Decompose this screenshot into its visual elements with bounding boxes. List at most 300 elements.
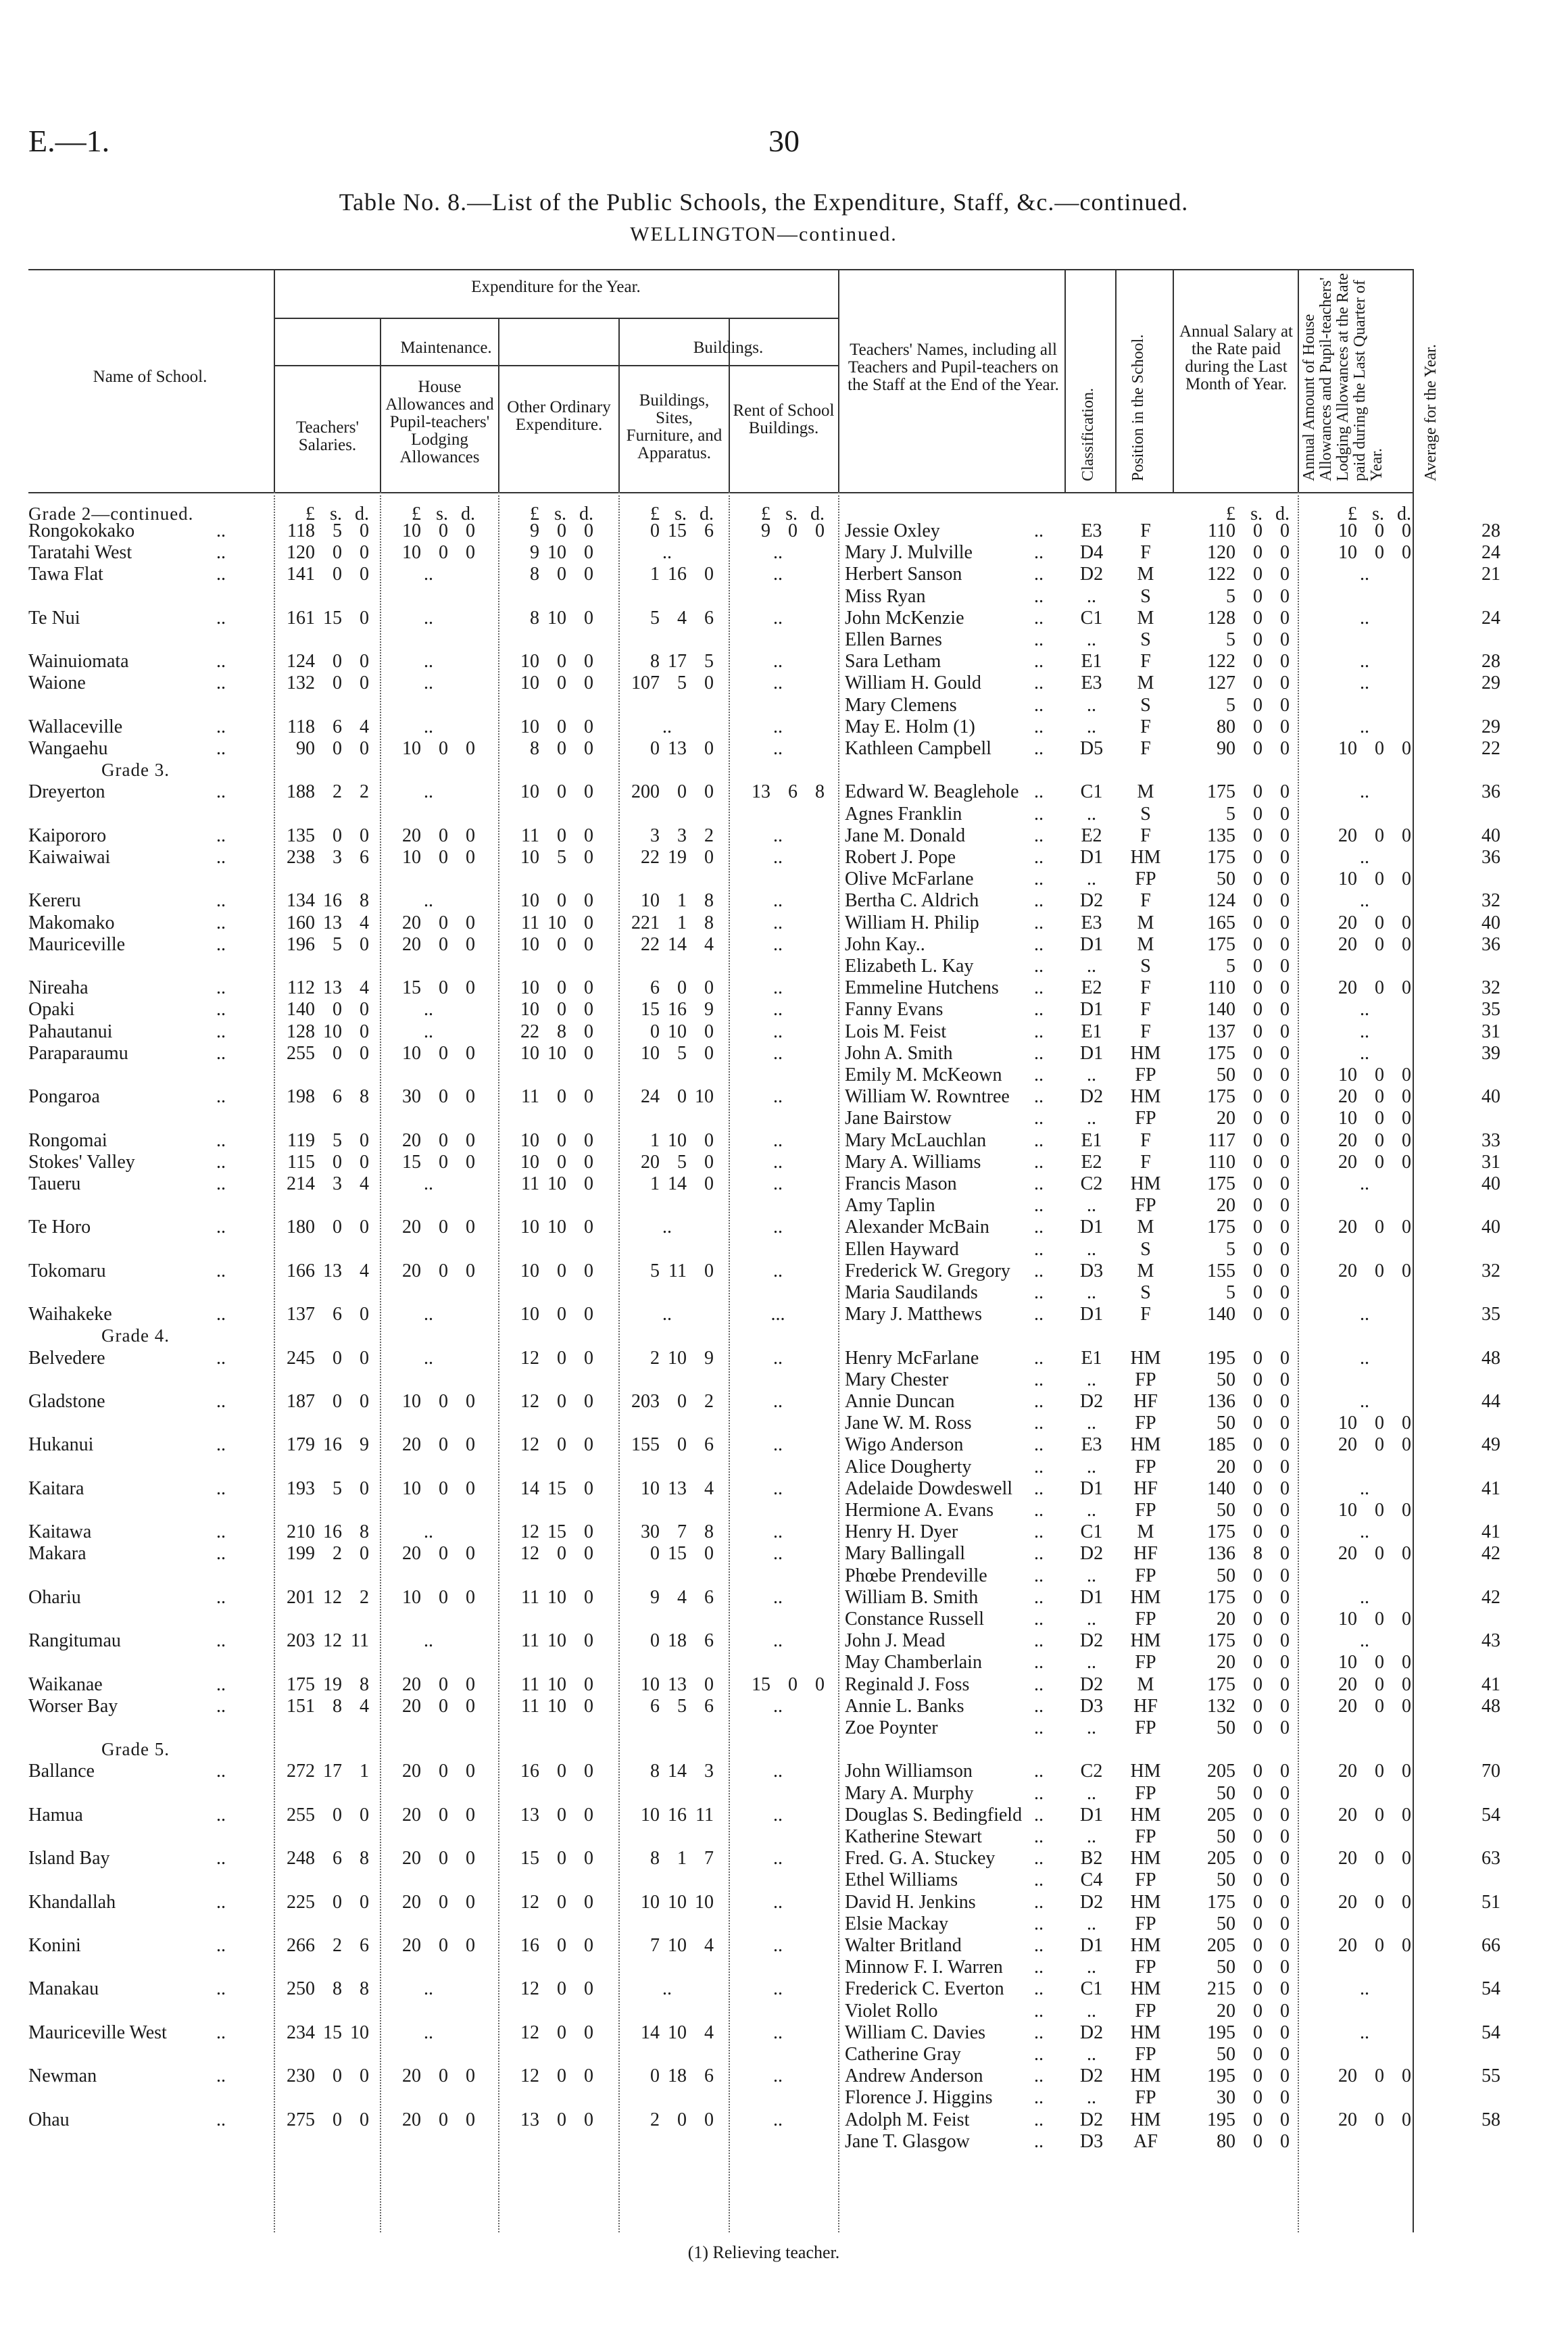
teacher-position: FP [1135,1717,1156,1738]
teacher-annual-allowance: 20 0 0 [1338,1151,1411,1173]
school-rent: .. [773,1129,783,1151]
teacher-annual-salary: 20 0 0 [1217,1652,1290,1673]
leader-dots: .. [1034,1456,1044,1477]
teacher-name: Violet Rollo [845,2000,938,2022]
leader-dots: .. [1034,738,1044,759]
other-expenditure: 11 10 0 [521,912,593,933]
teacher-annual-salary: 5 0 0 [1226,585,1290,607]
teacher-position: S [1140,1282,1151,1303]
teacher-position: FP [1135,1826,1156,1847]
teacher-position: S [1140,803,1151,825]
house-allowances: 20 0 0 [402,933,475,955]
average-attendance: 44 [1481,1391,1500,1412]
leader-dots: .. [1034,1477,1044,1499]
teacher-name: Mary McLauchlan [845,1129,987,1151]
teacher-annual-salary: 117 0 0 [1208,1129,1290,1151]
other-expenditure: 16 0 0 [520,1935,593,1956]
teacher-classification: .. [1087,2044,1096,2065]
teacher-classification: .. [1087,1782,1096,1804]
buildings-sites: 0 15 0 [650,1543,714,1565]
school-rent: .. [773,1086,783,1108]
buildings-sites: 0 18 6 [650,1630,714,1652]
average-attendance: 28 [1481,651,1500,672]
teacher-position: M [1137,781,1154,803]
average-attendance: 36 [1481,847,1500,868]
teacher-annual-allowance: .. [1360,607,1369,629]
col-position-header: Position in the School. [1129,334,1147,481]
house-allowances: .. [424,716,433,737]
leader-dots: .. [1034,1869,1044,1891]
buildings-sites: 22 19 0 [641,847,714,868]
teacher-classification: .. [1087,716,1096,737]
teacher-name: May E. Holm (1) [845,716,975,737]
teacher-name: Bertha C. Aldrich [845,890,979,912]
leader-dots: .. [216,607,226,629]
leader-dots: .. [1034,520,1044,541]
house-allowances: .. [424,564,433,585]
teacher-salaries: 193 5 0 [287,1477,369,1499]
leader-dots: .. [216,1021,226,1042]
teacher-position: HM [1130,1173,1161,1194]
teacher-classification: .. [1087,1913,1096,1934]
teacher-position: FP [1135,868,1156,890]
other-expenditure: 15 0 0 [520,1848,593,1869]
teacher-position: HM [1130,1630,1161,1652]
teacher-annual-allowance: .. [1360,847,1369,868]
teacher-annual-salary: 30 0 0 [1217,2087,1290,2109]
leader-dots: .. [1034,1217,1044,1238]
teacher-annual-salary: 5 0 0 [1226,1282,1290,1303]
teacher-position: FP [1135,2000,1156,2022]
teacher-annual-allowance: .. [1360,1347,1369,1369]
other-expenditure: 11 10 0 [521,1695,593,1717]
teacher-salaries: 180 0 0 [287,1217,369,1238]
teacher-annual-allowance: .. [1360,1042,1369,1064]
leader-dots: .. [216,520,226,541]
teacher-salaries: 255 0 0 [287,1042,369,1064]
leader-dots: .. [1034,1782,1044,1804]
teacher-name: Alexander McBain [845,1217,989,1238]
teacher-salaries: 132 0 0 [287,672,369,694]
teacher-position: S [1140,585,1151,607]
teacher-position: F [1140,542,1151,564]
col-average-header: Average for the Year. [1422,344,1440,481]
teacher-classification: E1 [1081,1129,1102,1151]
rule-body-col [618,492,620,2232]
school-rent: .. [773,1630,783,1652]
leader-dots: .. [1034,1434,1044,1456]
school-name: Gladstone [28,1391,105,1412]
house-allowances: 20 0 0 [402,1695,475,1717]
other-expenditure: 10 10 0 [520,1217,593,1238]
teacher-annual-salary: 136 0 0 [1207,1391,1290,1412]
school-rent: .. [773,716,783,737]
grade-heading: Grade 5. [101,1739,170,1760]
other-expenditure: 8 10 0 [530,607,593,629]
school-rent: .. [773,1543,783,1565]
teacher-name: William H. Philip [845,912,979,933]
teacher-position: M [1137,1673,1154,1695]
other-expenditure: 22 8 0 [520,1021,593,1042]
leader-dots: .. [1034,890,1044,912]
house-allowances: .. [424,781,433,803]
teacher-annual-salary: 175 0 0 [1207,1173,1290,1194]
teacher-classification: .. [1087,1456,1096,1477]
school-rent: 13 6 8 [752,781,825,803]
buildings-sites: 5 4 6 [650,607,714,629]
leader-dots: .. [216,1848,226,1869]
teacher-salaries: 225 0 0 [287,1891,369,1913]
teacher-annual-allowance: 20 0 0 [1338,1761,1411,1782]
teacher-annual-allowance: .. [1360,651,1369,672]
teacher-position: M [1137,912,1154,933]
school-name: Makomako [28,912,115,933]
teacher-position: AF [1133,2130,1158,2152]
teacher-classification: D1 [1079,999,1104,1021]
house-allowances: .. [424,651,433,672]
teacher-name: Frederick W. Gregory [845,1260,1010,1281]
leader-dots: .. [216,1042,226,1064]
units-row: £ s. d. [530,504,593,524]
school-name: Taueru [28,1173,81,1194]
teacher-name: John Williamson [845,1761,973,1782]
average-attendance: 49 [1481,1434,1500,1456]
teacher-annual-allowance: 20 0 0 [1338,1217,1411,1238]
leader-dots: .. [1034,1935,1044,1956]
average-attendance: 40 [1481,1173,1500,1194]
teacher-annual-allowance: 20 0 0 [1338,1434,1411,1456]
teacher-annual-salary: 175 0 0 [1207,933,1290,955]
school-rent: .. [773,1935,783,1956]
teacher-annual-salary: 50 0 0 [1217,1913,1290,1934]
teacher-position: HM [1130,1848,1161,1869]
rule-col [1115,269,1117,492]
house-allowances: 10 0 0 [402,1477,475,1499]
rule-exp [274,318,838,319]
rule-col [1298,269,1299,492]
teacher-name: Constance Russell [845,1609,985,1630]
teacher-position: FP [1135,1500,1156,1521]
teacher-classification: D2 [1079,1391,1104,1412]
teacher-annual-allowance: 10 0 0 [1338,1413,1411,1434]
col-salary-header: Annual Salary at the Rate paid during the Last Month of Year. [1179,322,1293,393]
leader-dots: .. [216,933,226,955]
teacher-classification: D1 [1079,1042,1104,1064]
teacher-annual-allowance: 20 0 0 [1338,1891,1411,1913]
house-allowances: 10 0 0 [402,1586,475,1608]
teacher-name: Alice Dougherty [845,1456,972,1477]
leader-dots: .. [216,1891,226,1913]
teacher-annual-allowance: .. [1360,564,1369,585]
average-attendance: 51 [1481,1891,1500,1913]
school-rent: .. [773,1151,783,1173]
school-name: Waihakeke [28,1304,112,1325]
teacher-name: May Chamberlain [845,1652,982,1673]
teacher-name: John J. Mead [845,1630,946,1652]
leader-dots: .. [1034,694,1044,716]
teacher-annual-salary: 205 0 0 [1207,1804,1290,1826]
page-number: 30 [768,124,800,158]
leader-dots: .. [216,847,226,868]
school-rent: .. [773,1260,783,1281]
teacher-annual-allowance: .. [1360,1978,1369,2000]
teacher-salaries: 141 0 0 [287,564,369,585]
leader-dots: .. [1034,1543,1044,1565]
average-attendance: 31 [1481,1151,1500,1173]
teacher-annual-salary: 175 0 0 [1207,1673,1290,1695]
teacher-annual-salary: 5 0 0 [1226,694,1290,716]
teacher-annual-salary: 122 0 0 [1207,564,1290,585]
school-name: Ohariu [28,1586,81,1608]
teacher-annual-allowance: .. [1360,672,1369,694]
leader-dots: .. [216,1304,226,1325]
leader-dots: .. [216,1434,226,1456]
leader-dots: .. [216,1630,226,1652]
leader-dots: .. [216,1521,226,1543]
teacher-name: Ellen Hayward [845,1238,959,1260]
average-attendance: 40 [1481,1217,1500,1238]
leader-dots: .. [1034,2000,1044,2022]
teacher-salaries: 134 16 8 [287,890,369,912]
teacher-annual-allowance: 20 0 0 [1338,1935,1411,1956]
teacher-classification: .. [1087,1282,1096,1303]
school-name: Tokomaru [28,1260,106,1281]
leader-dots: .. [216,1260,226,1281]
teacher-name: David H. Jenkins [845,1891,976,1913]
school-name: Makara [28,1543,87,1565]
teacher-salaries: 179 16 9 [287,1434,369,1456]
teacher-classification: .. [1087,585,1096,607]
buildings-sites: 107 5 0 [631,672,714,694]
average-attendance: 22 [1481,738,1500,759]
house-allowances: 20 0 0 [402,1260,475,1281]
average-attendance: 35 [1481,999,1500,1021]
school-name: Newman [28,2065,97,2087]
buildings-sites: 5 11 0 [650,1260,714,1281]
teacher-annual-salary: 175 0 0 [1207,781,1290,803]
teacher-classification: E2 [1081,1151,1102,1173]
other-expenditure: 10 0 0 [520,977,593,999]
other-expenditure: 12 0 0 [520,1543,593,1565]
teacher-annual-allowance: 10 0 0 [1338,520,1411,541]
buildings-sites: 6 0 0 [650,977,714,999]
school-name: Wainuiomata [28,651,129,672]
teacher-annual-salary: 195 0 0 [1207,2109,1290,2130]
rule-col [1064,269,1066,492]
other-expenditure: 12 0 0 [520,1978,593,2000]
teacher-classification: E3 [1081,672,1102,694]
teacher-classification: .. [1087,1609,1096,1630]
school-name: Pahautanui [28,1021,113,1042]
house-allowances: 10 0 0 [402,1391,475,1412]
col-buildings-header: Buildings. [693,339,764,357]
school-rent: .. [773,999,783,1021]
teacher-name: Katherine Stewart [845,1826,982,1847]
leader-dots: .. [1034,825,1044,846]
teacher-classification: .. [1087,1108,1096,1129]
leader-dots: .. [1034,1086,1044,1108]
school-name: Konini [28,1935,81,1956]
teacher-annual-salary: 50 0 0 [1217,1717,1290,1738]
leader-dots: .. [1034,999,1044,1021]
school-name: Mauriceville West [28,2022,167,2043]
teacher-position: HM [1130,1804,1161,1826]
school-rent: .. [773,738,783,759]
col-sites-header: Buildings, Sites, Furniture, and Apparatus. [626,391,722,462]
school-name: Kereru [28,890,81,912]
average-attendance: 40 [1481,912,1500,933]
teacher-classification: D3 [1079,1695,1104,1717]
leader-dots: .. [1034,1238,1044,1260]
teacher-annual-allowance: 10 0 0 [1338,1064,1411,1085]
other-expenditure: 11 0 0 [521,1086,593,1108]
other-expenditure: 10 0 0 [520,781,593,803]
leader-dots: .. [216,738,226,759]
teacher-name: Elsie Mackay [845,1913,949,1934]
leader-dots: .. [1034,1891,1044,1913]
school-rent: .. [773,1391,783,1412]
other-expenditure: 10 0 0 [520,672,593,694]
teacher-annual-salary: 127 0 0 [1207,672,1290,694]
rule-col [498,365,499,492]
teacher-name: Francis Mason [845,1173,957,1194]
col-allowances-header: House Allowances and Pupil-teachers' Lodging Allowances [385,378,494,466]
school-name: Dreyerton [28,781,105,803]
teacher-salaries: 118 5 0 [287,520,369,541]
teacher-annual-salary: 140 0 0 [1207,999,1290,1021]
teacher-salaries: 266 2 6 [287,1935,369,1956]
teacher-annual-salary: 50 0 0 [1217,1957,1290,1978]
house-allowances: 20 0 0 [402,1935,475,1956]
school-rent: .. [773,651,783,672]
leader-dots: .. [216,1477,226,1499]
teacher-position: F [1140,825,1151,846]
leader-dots: .. [1034,1761,1044,1782]
leader-dots: .. [1034,1282,1044,1303]
other-expenditure: 12 0 0 [520,1347,593,1369]
leader-dots: .. [1034,1413,1044,1434]
teacher-name: John Kay.. [845,933,925,955]
teacher-annual-allowance: 20 0 0 [1338,1673,1411,1695]
teacher-annual-allowance: 10 0 0 [1338,1500,1411,1521]
teacher-annual-salary: 50 0 0 [1217,1826,1290,1847]
school-name: Kaipororo [28,825,107,846]
buildings-sites: 155 0 6 [631,1434,714,1456]
leader-dots: .. [1034,1369,1044,1390]
teacher-classification: C1 [1080,781,1103,803]
teacher-name: Jane T. Glasgow [845,2130,970,2152]
rule-body-col [729,492,730,2232]
average-attendance: 41 [1481,1673,1500,1695]
school-rent: .. [773,912,783,933]
teacher-position: S [1140,1238,1151,1260]
teacher-classification: .. [1087,1565,1096,1586]
buildings-sites: 2 10 9 [650,1347,714,1369]
teacher-position: FP [1135,1609,1156,1630]
rule-body-col [380,492,381,2232]
buildings-sites: 22 14 4 [641,933,714,955]
teacher-annual-salary: 122 0 0 [1207,651,1290,672]
rule-body-col [838,492,839,2232]
teacher-classification: D1 [1079,1477,1104,1499]
teacher-position: F [1140,716,1151,737]
teacher-annual-salary: 50 0 0 [1217,1369,1290,1390]
school-name: Taratahi West [28,542,132,564]
other-expenditure: 14 15 0 [520,1477,593,1499]
leader-dots: .. [1034,1826,1044,1847]
teacher-salaries: 250 8 8 [287,1978,369,2000]
other-expenditure: 10 0 0 [520,1260,593,1281]
school-name: Tawa Flat [28,564,103,585]
teacher-position: FP [1135,1957,1156,1978]
house-allowances: 15 0 0 [402,1151,475,1173]
buildings-sites: .. [662,542,672,564]
school-rent: .. [773,564,783,585]
teacher-position: HM [1130,1434,1161,1456]
teacher-annual-salary: 20 0 0 [1217,1609,1290,1630]
teacher-classification: E1 [1081,651,1102,672]
teacher-position: M [1137,564,1154,585]
average-attendance: 21 [1481,564,1500,585]
other-expenditure: 10 0 0 [520,1129,593,1151]
units-row: £ s. d. [1348,504,1411,524]
teacher-classification: D1 [1079,1217,1104,1238]
rule-col [1173,269,1174,492]
buildings-sites: 6 5 6 [650,1695,714,1717]
other-expenditure: 8 0 0 [530,564,593,585]
teacher-position: HM [1130,1086,1161,1108]
house-allowances: 20 0 0 [402,1761,475,1782]
teacher-annual-salary: 175 0 0 [1207,1630,1290,1652]
teacher-position: FP [1135,1913,1156,1934]
teacher-annual-allowance: 20 0 0 [1338,1543,1411,1565]
leader-dots: .. [1034,781,1044,803]
teacher-annual-salary: 205 0 0 [1207,1935,1290,1956]
rule-body-col [498,492,499,2232]
col-name-header: Name of School. [93,368,207,386]
teacher-name: Lois M. Feist [845,1021,947,1042]
average-attendance: 32 [1481,977,1500,999]
leader-dots: .. [1034,1652,1044,1673]
other-expenditure: 12 0 0 [520,2065,593,2087]
school-name: Ballance [28,1761,95,1782]
teacher-position: F [1140,520,1151,541]
teacher-annual-salary: 195 0 0 [1207,2065,1290,2087]
teacher-position: FP [1135,1869,1156,1891]
school-name: Rongokokako [28,520,135,541]
school-rent: ... [770,1304,785,1325]
teacher-salaries: 238 3 6 [287,847,369,868]
teacher-annual-salary: 80 0 0 [1217,2130,1290,2152]
school-name: Khandallah [28,1891,116,1913]
buildings-sites: 221 1 8 [631,912,714,933]
teacher-classification: B2 [1080,1848,1103,1869]
other-expenditure: 11 0 0 [521,825,593,846]
teacher-name: Jessie Oxley [845,520,940,541]
leader-dots: .. [1034,1129,1044,1151]
school-rent: .. [773,1804,783,1826]
teacher-classification: E3 [1081,912,1102,933]
leader-dots: .. [1034,912,1044,933]
teacher-name: Herbert Sanson [845,564,962,585]
teacher-name: Jane M. Donald [845,825,966,846]
average-attendance: 58 [1481,2109,1500,2130]
leader-dots: .. [1034,607,1044,629]
other-expenditure: 10 5 0 [520,847,593,868]
other-expenditure: 12 0 0 [520,1391,593,1412]
teacher-name: Mary J. Matthews [845,1304,982,1325]
average-attendance: 39 [1481,1042,1500,1064]
